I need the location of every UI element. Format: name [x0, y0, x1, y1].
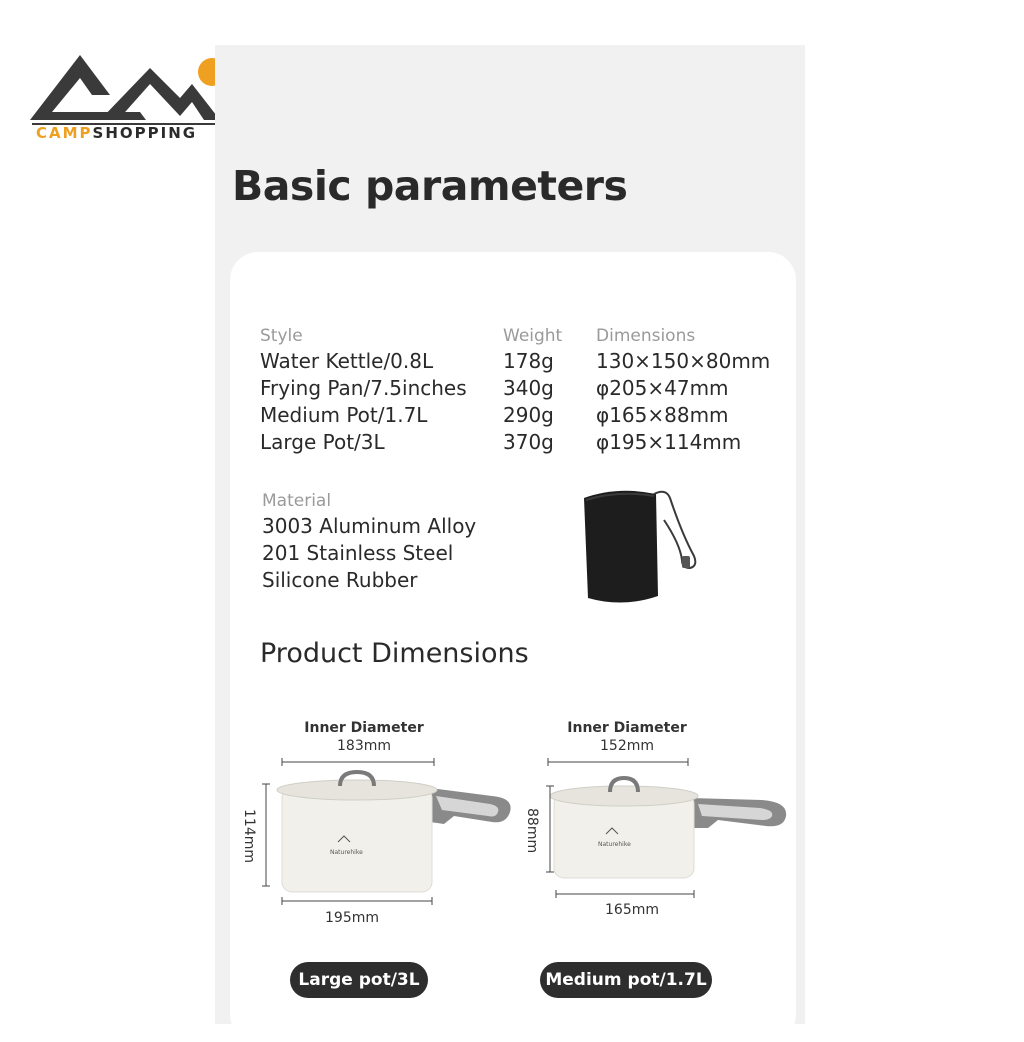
large-pot-label: Large pot/3L	[290, 962, 428, 998]
row-weight: 370g	[503, 430, 554, 454]
row-style: Frying Pan/7.5inches	[260, 376, 467, 400]
mountain-left-icon	[30, 55, 146, 120]
medium-pot-brand: Naturehike	[598, 841, 631, 848]
medium-pot-label: Medium pot/1.7L	[540, 962, 712, 998]
large-inner-arrow	[282, 758, 434, 766]
medium-height-arrow	[546, 786, 554, 872]
header-style: Style	[260, 326, 303, 346]
medium-height-value: 88mm	[524, 808, 540, 854]
large-height-arrow	[262, 784, 270, 886]
row-dimensions: 130×150×80mm	[596, 349, 771, 373]
row-weight: 340g	[503, 376, 554, 400]
brand-wordmark	[36, 124, 197, 142]
medium-pot-image	[552, 770, 792, 882]
large-pot-brand: Naturehike	[330, 849, 363, 856]
row-weight: 178g	[503, 349, 554, 373]
row-dimensions: φ195×114mm	[596, 430, 742, 454]
storage-bag-image	[578, 484, 708, 609]
medium-inner-arrow	[548, 758, 688, 766]
large-width-value: 195mm	[325, 910, 379, 926]
header-weight: Weight	[503, 326, 563, 346]
row-style: Water Kettle/0.8L	[260, 349, 434, 373]
medium-width-arrow	[556, 890, 694, 898]
medium-width-value: 165mm	[605, 902, 659, 918]
large-pot-image	[278, 768, 518, 896]
large-height-value: 114mm	[241, 809, 257, 863]
row-weight: 290g	[503, 403, 554, 427]
material-item: 201 Stainless Steel	[262, 541, 454, 565]
brand-camp: CAMP	[36, 124, 93, 142]
row-dimensions: φ165×88mm	[596, 403, 729, 427]
large-inner-value: 183mm	[337, 738, 391, 754]
page-title: Basic parameters	[232, 162, 628, 210]
section-title-product-dimensions: Product Dimensions	[260, 638, 529, 669]
medium-inner-label: Inner Diameter	[567, 720, 687, 736]
row-style: Medium Pot/1.7L	[260, 403, 428, 427]
header-dimensions: Dimensions	[596, 326, 696, 346]
row-dimensions: φ205×47mm	[596, 376, 729, 400]
material-label: Material	[262, 491, 332, 511]
material-item: Silicone Rubber	[262, 568, 418, 592]
brand-shopping: SHOPPING	[92, 124, 198, 142]
row-style: Large Pot/3L	[260, 430, 385, 454]
large-width-arrow	[282, 897, 432, 905]
large-inner-label: Inner Diameter	[304, 720, 424, 736]
medium-inner-value: 152mm	[600, 738, 654, 754]
material-item: 3003 Aluminum Alloy	[262, 514, 477, 538]
